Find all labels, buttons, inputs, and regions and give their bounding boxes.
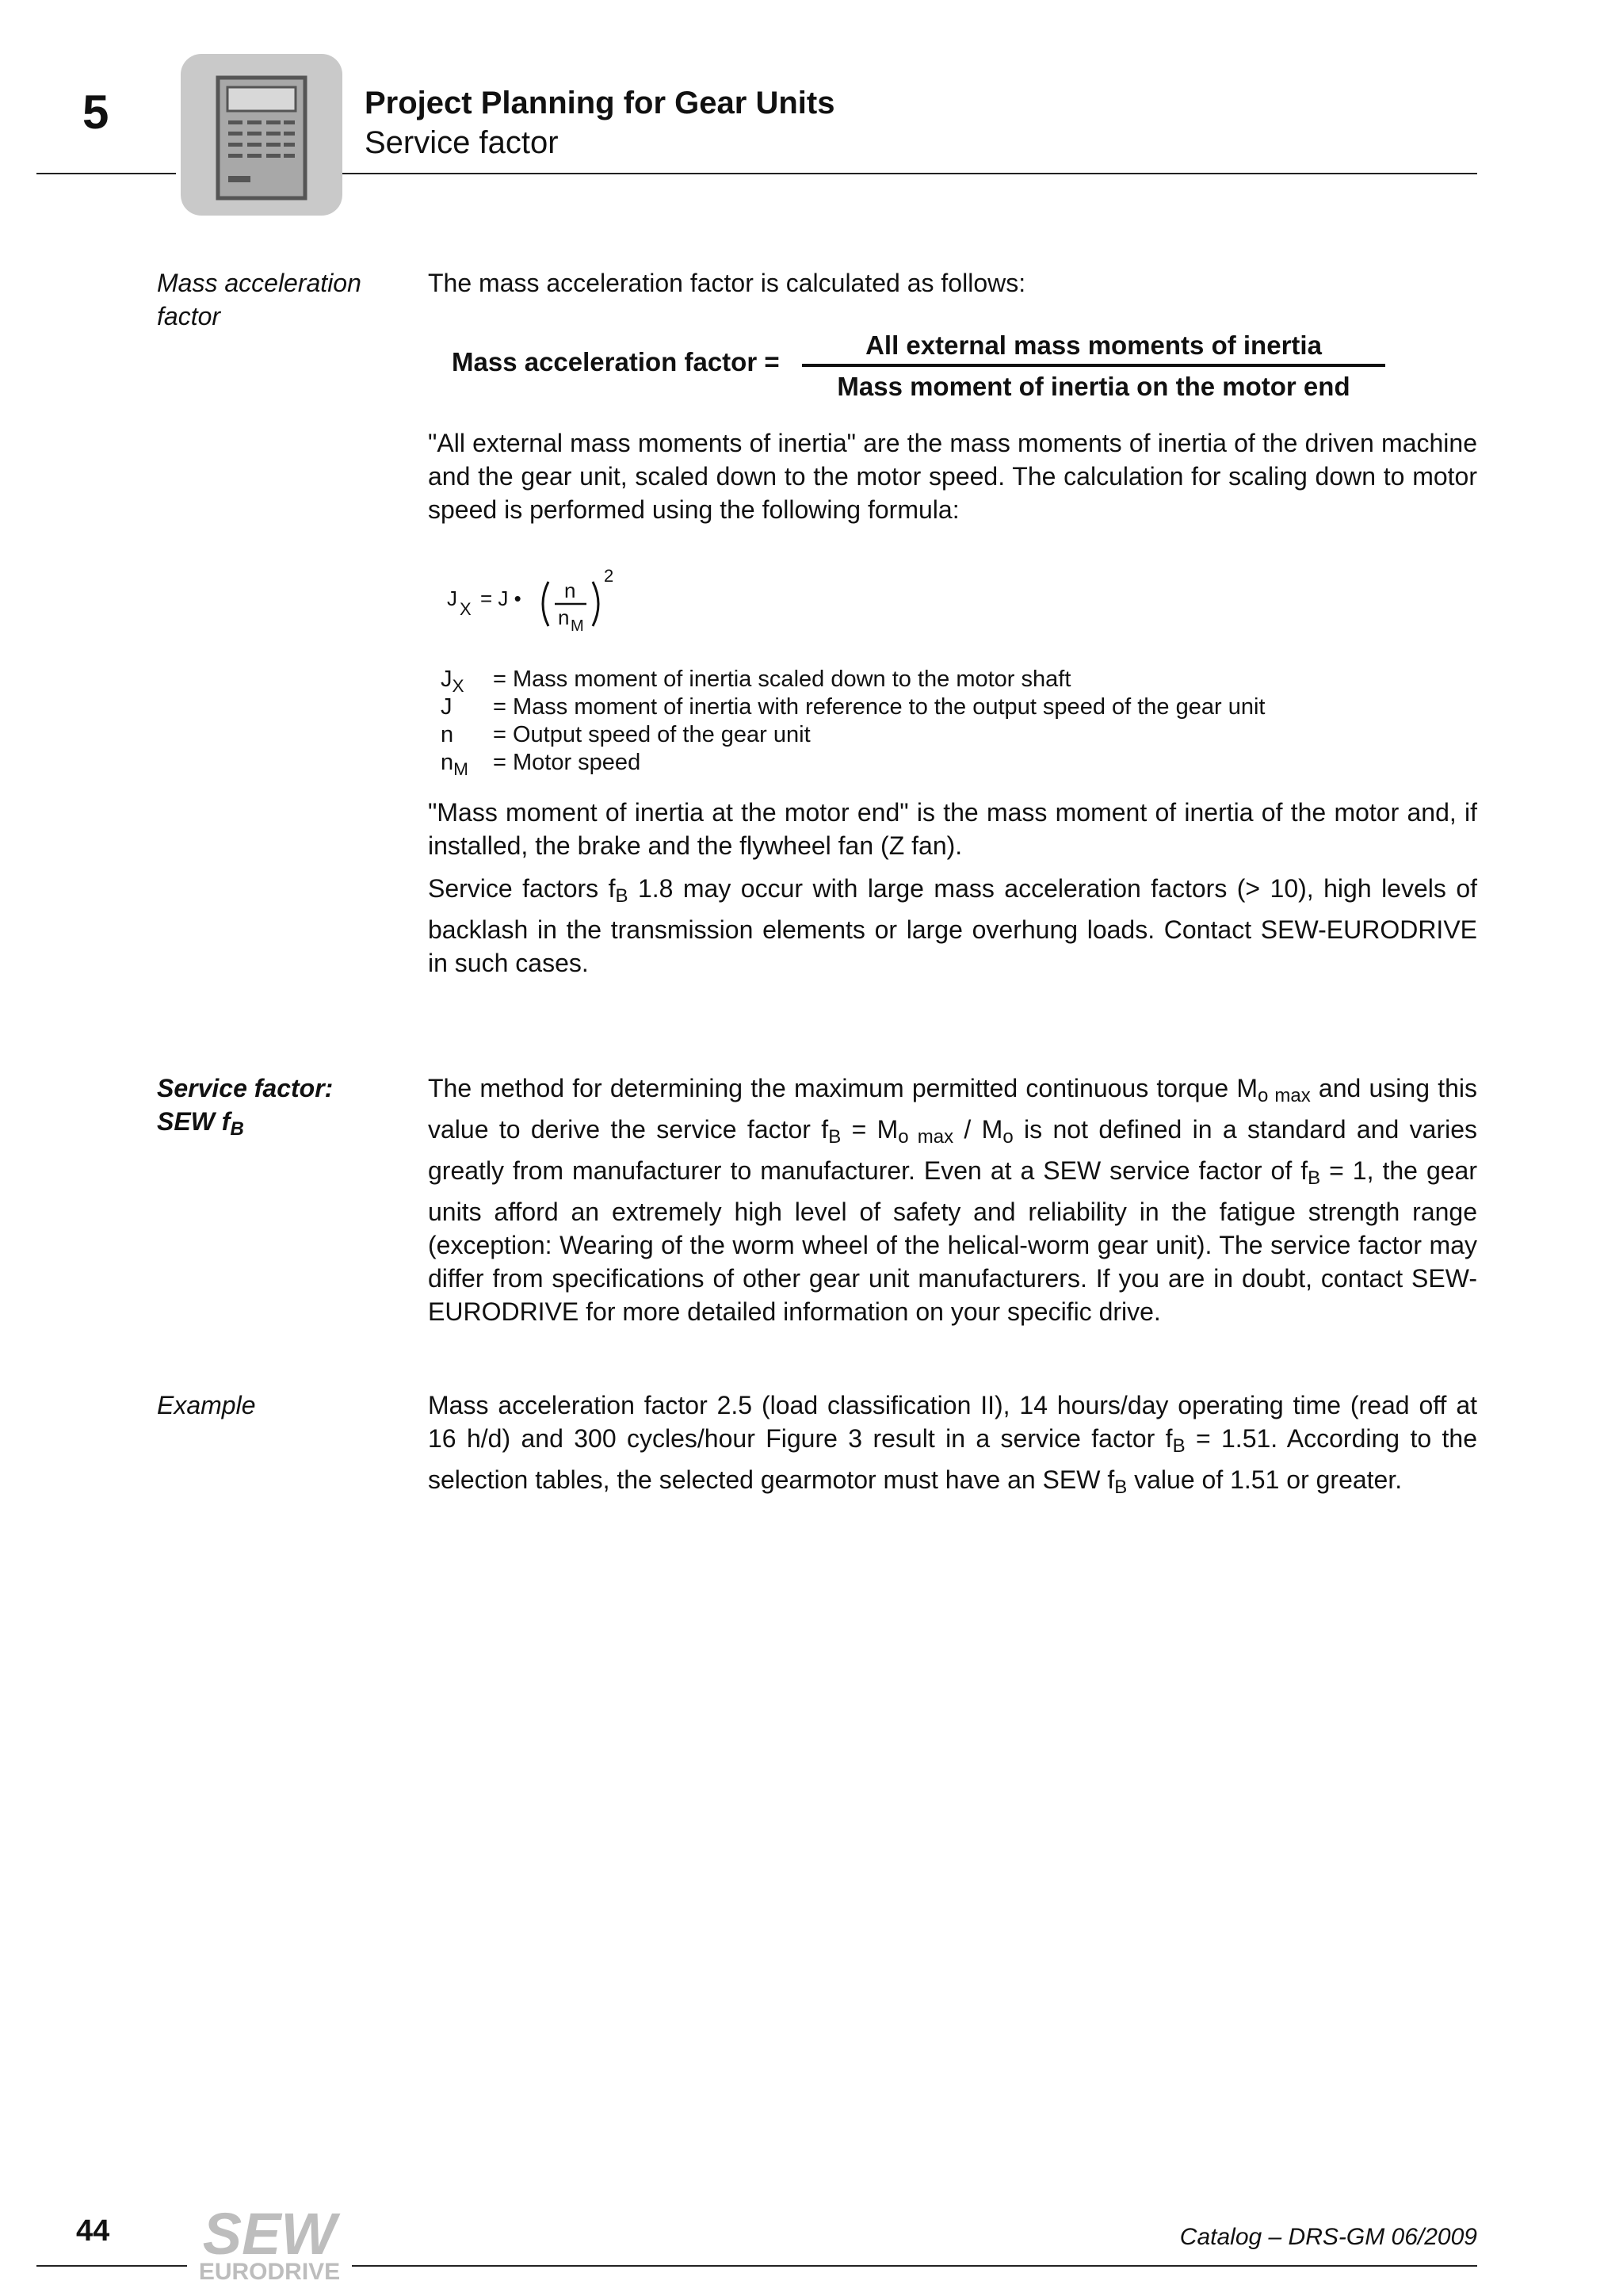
page-number: 44: [76, 2214, 110, 2248]
service-factor-paragraph: The method for determining the maximum permitted continuous torque $M_{o max}$ and using this value to derive the service factor $f_B = M_{o max} / M_o$ is not defined in a standard and varies greatly from manufacturer to manufacturer. Even at a SEW service factor of $f_B = 1$, the gear units afford an extremely high level of safety and reliability in the fatigue strength range (exception: Wearing of the worm wheel of the helical-worm gear unit). The service factor may differ from specifications of other gear unit manufacturers. If you are in doubt, contact SEW-EURODRIVE for more detailed information on your specific drive.: [428, 1074, 1478, 1326]
formula-frac-den-sub: M: [571, 617, 584, 635]
svg-text:EURODRIVE: EURODRIVE: [198, 2259, 341, 2284]
header-rule-right: [342, 173, 1477, 174]
definition-symbol: $n_M$: [441, 750, 468, 779]
mass-paragraph-2: "Mass moment of inertia at the motor end" is the mass moment of inertia of the motor and, if installed, the brake and the flywheel fan (Z fan).: [428, 798, 1477, 860]
formula-frac-num: n: [564, 579, 576, 602]
definition-text: = Mass moment of inertia scaled down to the motor shaft: [493, 667, 1071, 692]
definition-symbol: n: [441, 722, 454, 747]
definition-text: = Motor speed: [493, 750, 641, 775]
side-label-example: Example: [157, 1391, 256, 1419]
example-paragraph: Mass acceleration factor 2.5 (load classification II), 14 hours/day operating time (read off at 16 h/d) and 300 cycles/hour Figure 3 result in a service factor $f_B = 1.51$. According to the selection tables, the selected gearmotor must have an SEW $f_B$ value of 1.51 or greater.: [428, 1391, 1478, 1498]
formula-lhs: J: [447, 586, 457, 610]
formula-label: Mass acceleration factor =: [452, 347, 780, 376]
calculator-icon: [181, 54, 342, 216]
header-subtitle: Service factor: [365, 125, 559, 160]
mass-paragraph-1: "All external mass moments of inertia" are the mass moments of inertia of the driven machine and the gear unit, scaled down to the motor speed. The calculation for scaling down to motor speed is performed using the following formula:: [428, 429, 1477, 524]
paren-right: [593, 582, 598, 626]
catalog-reference: Catalog – DRS-GM 06/2009: [1179, 2224, 1477, 2250]
formula-numerator: All external mass moments of inertia: [865, 330, 1322, 360]
formula-denominator: Mass moment of inertia on the motor end: [837, 372, 1350, 401]
footer-rule-right: [352, 2265, 1477, 2267]
svg-text:SEW: SEW: [202, 2205, 337, 2267]
header-rule-left: [36, 173, 176, 174]
definition-text: = Mass moment of inertia with reference to the output speed of the gear unit: [493, 694, 1266, 720]
formula-frac-den: n: [558, 606, 570, 629]
header-title: Project Planning for Gear Units: [365, 86, 835, 120]
footer-rule-left: [36, 2265, 187, 2267]
sew-eurodrive-logo: [187, 2205, 352, 2284]
formula-lhs-sub: X: [460, 599, 472, 619]
fraction-line: [802, 364, 1385, 367]
definition-symbol: J: [441, 694, 453, 720]
mass-paragraph-3: Service factors $f_B$ 1.8 may occur with large mass acceleration factors (> 10), high levels of backlash in the transmission elements or large overhung loads. Contact SEW-EURODRIVE in such cases.: [428, 874, 1478, 977]
formula-eq: = J •: [480, 586, 521, 610]
paren-left: [543, 582, 548, 626]
scaling-formula: [447, 558, 653, 640]
definition-symbol: $J_X$: [441, 667, 464, 696]
mass-intro-text: The mass acceleration factor is calculated as follows:: [428, 269, 1026, 297]
side-label-mass-acceleration: Mass acceleration factor: [157, 269, 361, 330]
chapter-number: 5: [82, 86, 109, 139]
formula-exponent: 2: [604, 566, 614, 586]
definition-text: = Output speed of the gear unit: [493, 722, 811, 747]
side-label-service-factor: Service factor: SEW $f_B$: [157, 1074, 334, 1140]
